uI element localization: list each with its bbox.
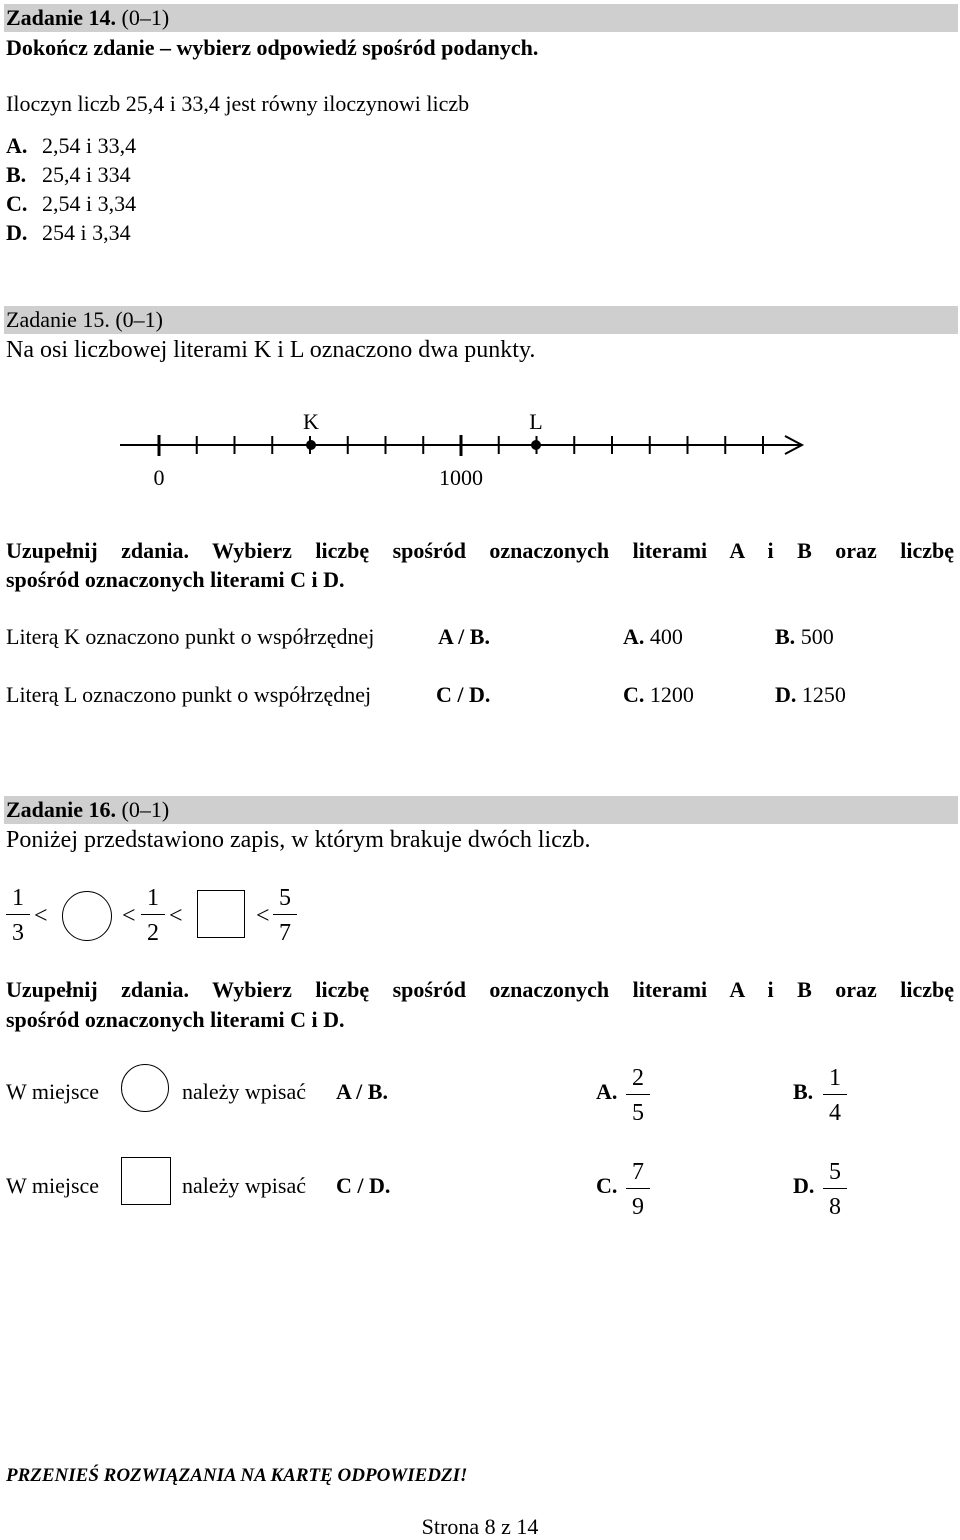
numerator: 1 [829,1065,841,1091]
option-a-letter: A. [623,624,645,649]
task15-title: Zadanie 15. [6,307,110,332]
task15-header-bar [4,306,958,334]
option-text: 254 i 3,34 [42,220,131,245]
option-d-fraction [823,1160,847,1219]
transfer-note [6,1464,467,1488]
task15-instruction-line1: Uzupełnij zdania. Wybierz liczbę spośród oznaczonych literami A i B oraz liczbę [6,538,954,563]
option-a-fraction [626,1066,650,1125]
task16-instruction-line1: Uzupełnij zdania. Wybierz liczbę spośród oznaczonych literami A i B oraz liczbę [6,977,954,1002]
task15-intro: Na osi liczbowej literami K i L oznaczono dwa punkty. [6,337,536,363]
numerator: 5 [279,885,291,911]
task16-row2-prefix: W miejsce [6,1173,100,1198]
option-b-value: 500 [800,624,834,649]
option-b-fraction [823,1066,847,1125]
transfer-note-text: PRZENIEŚ ROZWIĄZANIA NA KARTĘ ODPOWIEDZI! [6,1465,468,1486]
task14-title: Zadanie 14. [6,5,117,30]
option-a-value: 400 [649,624,683,649]
task14-question: Iloczyn liczb 25,4 i 33,4 jest równy iloczynowi liczb [6,91,470,116]
task16-points: (0–1) [121,797,170,822]
less-than-sign: < [122,903,136,929]
task14-option-c [6,190,136,218]
axis-zero-label: 0 [153,465,165,490]
denominator: 5 [632,1100,644,1126]
task16-row1-choice: A / B. [336,1079,388,1104]
option-b-letter: B. [793,1079,814,1104]
task15-row1 [6,623,906,651]
numerator: 1 [147,885,159,911]
numerator: 7 [632,1159,644,1185]
point-l-label: L [529,409,543,434]
page-number: Strona 8 z 14 [421,1514,539,1539]
option-c-fraction [626,1160,650,1219]
task14-instruction: Dokończ zdanie – wybierz odpowiedź spośród podanych. [6,35,539,60]
task16-row1-prefix: W miejsce [6,1079,100,1104]
option-letter: A. [6,133,28,158]
option-a [623,623,683,651]
less-than-sign: < [34,903,48,929]
task15-row2 [6,681,906,709]
task16-header-bar [4,796,958,824]
number-line [0,400,960,500]
task15-points: (0–1) [115,307,164,332]
denominator: 4 [829,1100,841,1126]
option-c-letter: C. [596,1173,618,1198]
row-text: Literą K oznaczono punkt o współrzędnej [6,624,375,649]
option-c [623,681,694,709]
row-choice: A / B. [438,624,490,649]
option-b [775,623,834,651]
option-letter: B. [6,162,27,187]
option-text: 2,54 i 33,4 [42,133,137,158]
numerator: 1 [12,885,24,911]
option-c-value: 1200 [649,682,694,707]
option-d-value: 1250 [801,682,846,707]
point-k-marker [306,440,316,450]
denominator: 3 [12,920,24,946]
fraction-five-sevenths [273,886,297,945]
row-text: Literą L oznaczono punkt o współrzędnej [6,682,372,707]
task16-intro: Poniżej przedstawiono zapis, w którym brakuje dwóch liczb. [6,827,591,853]
option-letter: C. [6,191,28,216]
blank-square[interactable] [197,890,245,938]
option-letter: D. [6,220,28,245]
fraction-one-half [141,886,165,945]
task16-row2-suffix: należy wpisać [182,1173,306,1198]
task14-header [6,4,169,32]
blank-square-reference [121,1157,171,1205]
denominator: 7 [279,920,291,946]
task14-option-d [6,219,131,247]
option-b-letter: B. [775,624,796,649]
task16-row1-suffix: należy wpisać [182,1079,306,1104]
task14-option-a [6,132,136,160]
axis-thousand-label: 1000 [439,465,483,490]
task14-header-bar [4,4,958,32]
option-d-letter: D. [793,1173,815,1198]
option-c-letter: C. [623,682,645,707]
numerator: 5 [829,1159,841,1185]
task16-title: Zadanie 16. [6,797,117,822]
option-text: 2,54 i 3,34 [42,191,137,216]
blank-circle[interactable] [62,891,112,941]
less-than-sign: < [169,903,183,929]
task16-header [6,796,169,824]
task14-option-b [6,161,131,189]
denominator: 8 [829,1194,841,1220]
less-than-sign: < [256,903,270,929]
denominator: 9 [632,1194,644,1220]
task15-instruction-line2: spośród oznaczonych literami C i D. [6,567,345,592]
numerator: 2 [632,1065,644,1091]
point-l-marker [531,440,541,450]
task15-header [6,306,163,334]
task16-row2-choice: C / D. [336,1173,391,1198]
option-text: 25,4 i 334 [42,162,131,187]
option-d-letter: D. [775,682,797,707]
row-choice: C / D. [436,682,491,707]
fraction-one-third [6,886,30,945]
denominator: 2 [147,920,159,946]
option-a-letter: A. [596,1079,618,1104]
point-k-label: K [303,409,319,434]
option-d [775,681,846,709]
task16-instruction-line2: spośród oznaczonych literami C i D. [6,1007,345,1032]
blank-circle-reference [121,1064,169,1112]
task14-points: (0–1) [121,5,170,30]
